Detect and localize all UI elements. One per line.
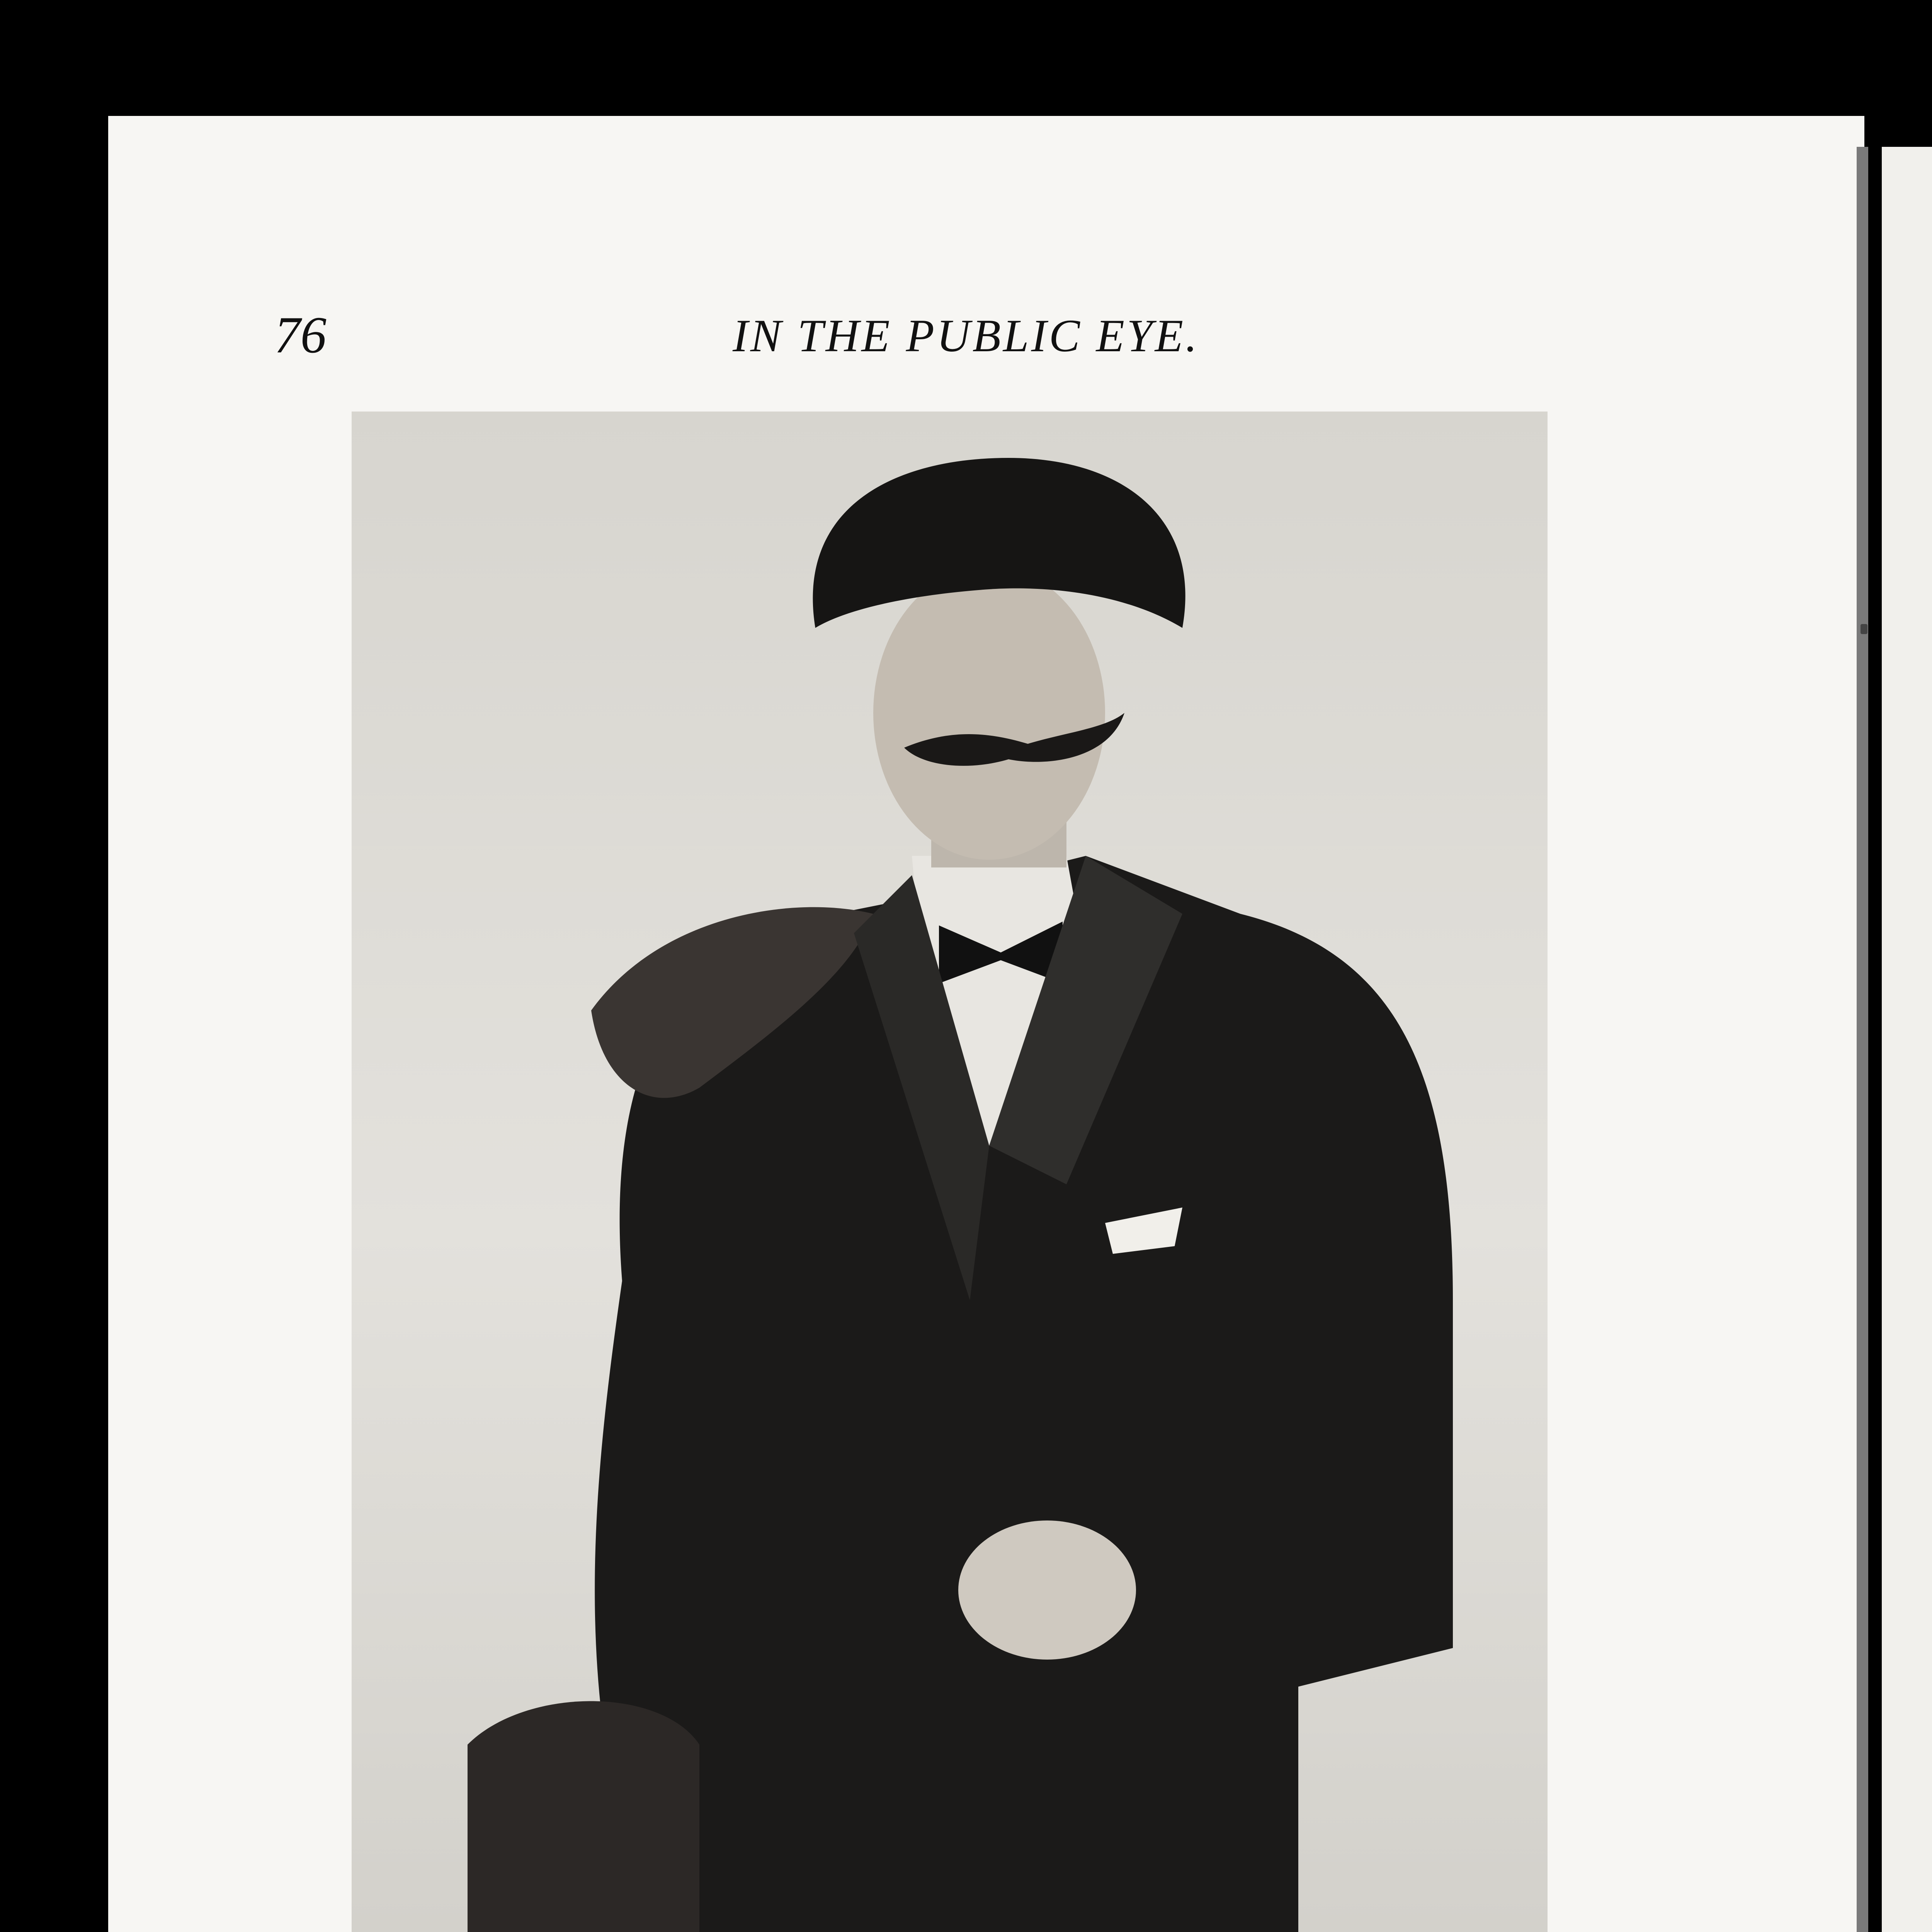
book-spine <box>1857 147 1868 1932</box>
facing-page-edge <box>1882 147 1932 1932</box>
page-number: 76 <box>274 306 327 364</box>
portrait-figure <box>352 412 1548 1932</box>
running-title: IN THE PUBLIC EYE. <box>732 310 1200 361</box>
portrait-photograph <box>352 412 1548 1932</box>
spine-mark <box>1861 624 1867 634</box>
